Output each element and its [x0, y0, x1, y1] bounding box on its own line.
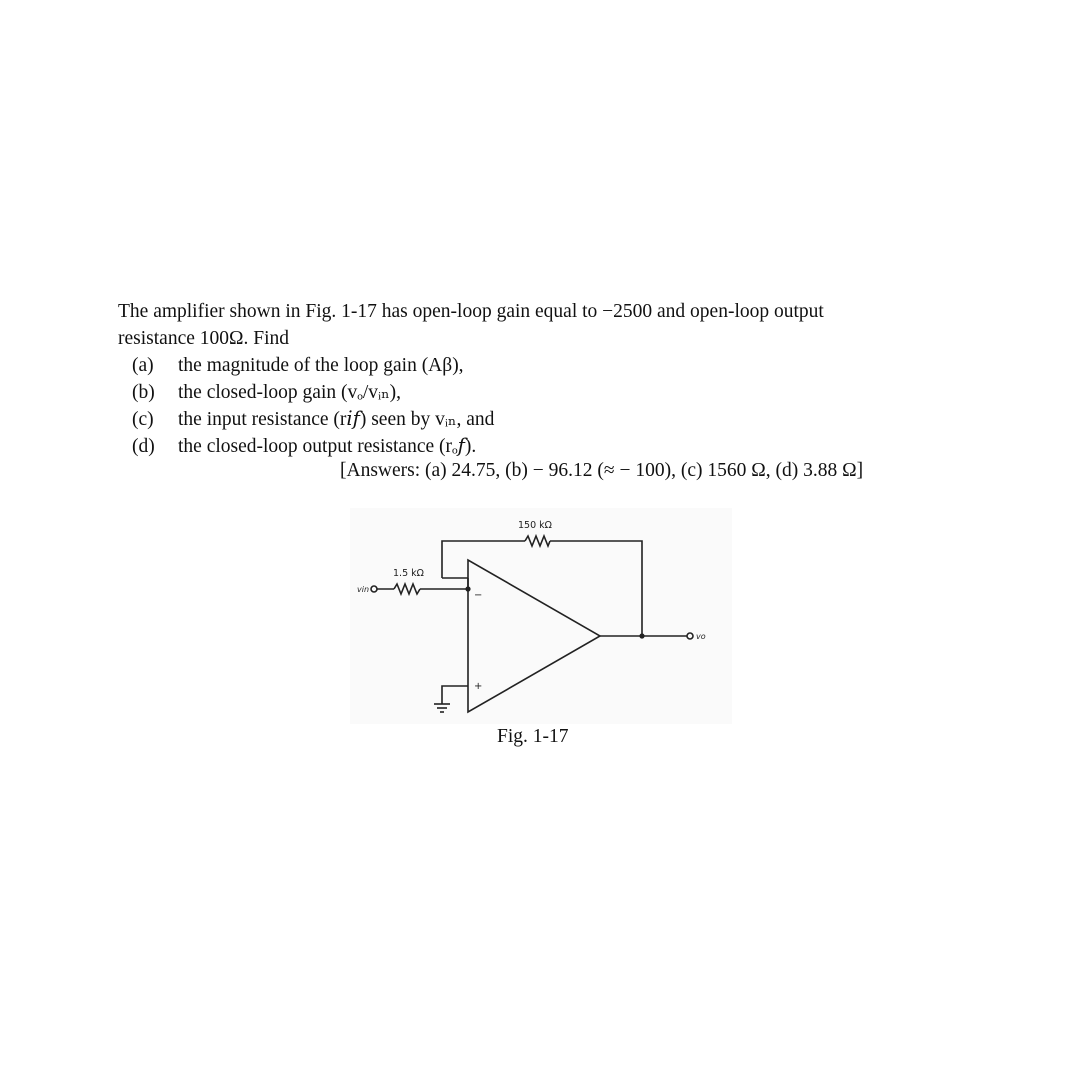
input-resistor-label: 1.5 kΩ: [393, 568, 424, 579]
inverting-junction-dot: [465, 586, 470, 591]
input-terminal: [371, 586, 377, 592]
inverting-input-sign: −: [474, 590, 483, 601]
feedback-resistor-label: 150 kΩ: [518, 520, 552, 531]
part-text: the magnitude of the loop gain (Aβ),: [178, 355, 464, 376]
part-label: (d): [132, 436, 155, 457]
problem-statement: [118, 298, 1018, 460]
feedback-resistor-symbol: [525, 536, 550, 546]
problem-intro-line1: The amplifier shown in Fig. 1-17 has open-loop gain equal to −2500 and open-loop output: [118, 301, 824, 322]
part-label: (c): [132, 409, 154, 430]
part-text: the closed-loop output resistance (rₒ𝑓).: [178, 436, 477, 457]
part-label: (a): [132, 355, 154, 376]
problem-intro-line2: resistance 100Ω. Find: [118, 328, 290, 349]
answers-line: [Answers: (a) 24.75, (b) − 96.12 (≈ − 100), (c) 1560 Ω, (d) 3.88 Ω]: [340, 460, 864, 481]
output-terminal: [687, 633, 693, 639]
ground-wire: [442, 686, 468, 704]
question-parts: [118, 352, 1018, 460]
op-amp-circuit-diagram: [350, 508, 732, 724]
question-part-d: [118, 433, 1018, 460]
input-node-label: vin: [357, 585, 370, 594]
question-part-a: [118, 352, 1018, 379]
feedback-wire: [442, 541, 525, 578]
noninverting-input-sign: +: [474, 681, 483, 692]
figure-caption: Fig. 1-17: [497, 726, 569, 747]
part-label: (b): [132, 382, 155, 403]
output-junction-dot: [639, 633, 644, 638]
output-node-label: vo: [696, 632, 706, 641]
circuit-figure: [350, 508, 732, 724]
part-text: the input resistance (r𝑖𝑓) seen by vᵢₙ, and: [178, 409, 495, 430]
input-resistor-symbol: [394, 584, 420, 594]
part-text: the closed-loop gain (vₒ/vᵢₙ),: [178, 382, 402, 403]
feedback-wire-return: [550, 541, 642, 636]
op-amp-triangle: [468, 560, 600, 712]
question-part-b: [118, 379, 1018, 406]
question-part-c: [118, 406, 1018, 433]
